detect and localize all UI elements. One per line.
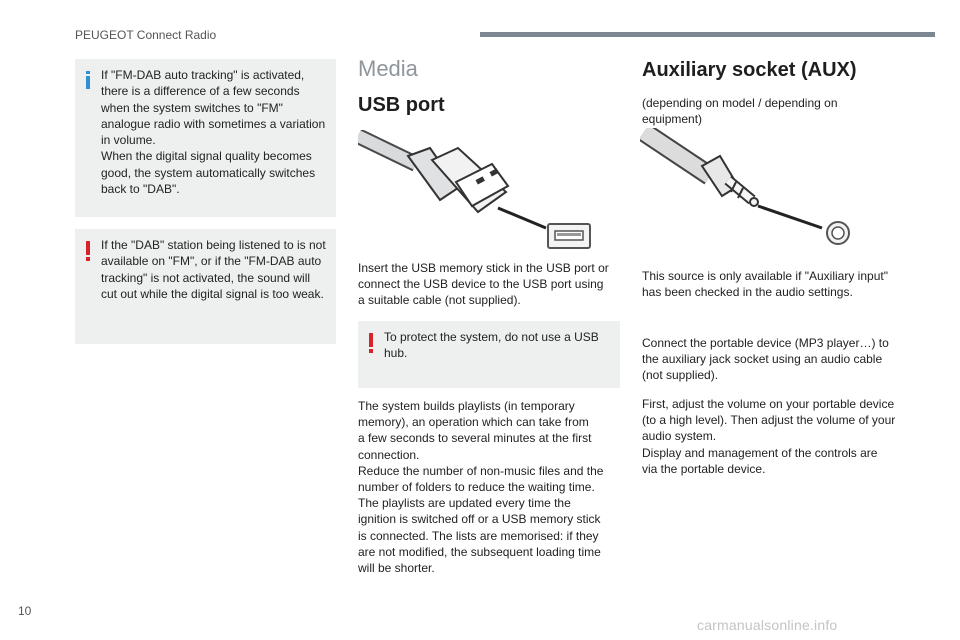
aux-text-2: Connect the portable device (MP3 player…) to the auxiliary jack socket using an audio cable (not supplied). xyxy=(642,336,889,383)
watermark: carmanualsonline.info xyxy=(697,617,838,633)
aux-illustration xyxy=(640,128,860,248)
warning-box xyxy=(75,229,336,344)
usb-port-icon xyxy=(548,224,590,248)
header-title: PEUGEOT Connect Radio xyxy=(75,28,217,42)
aux-note: (depending on model / depending on equipment) xyxy=(642,96,838,127)
info-box xyxy=(75,59,336,217)
header-bar xyxy=(480,32,935,37)
usb-warning-text: To protect the system, do not use a USB hub. xyxy=(384,330,599,361)
aux-text-3: First, adjust the volume on your portable device (to a high level). Then adjust the volume of your audio system. Display and management of the controls are via the portable device. xyxy=(642,397,896,476)
aux-socket-icon xyxy=(827,222,849,244)
usb-heading: USB port xyxy=(358,94,445,116)
warning-icon xyxy=(368,333,374,357)
info-box-text: If "FM-DAB auto tracking" is activated, there is a difference of a few seconds when the system switches to "FM" analogue radio with sometimes a variation in volume. When the digital signal quality becomes good, the system automatically switches back to "DAB". xyxy=(101,68,326,197)
media-heading: Media xyxy=(358,56,418,81)
aux-text-1: This source is only available if "Auxiliary input" has been checked in the audio settings. xyxy=(642,269,888,300)
jack-plug-icon xyxy=(644,132,758,206)
usb-text: Insert the USB memory stick in the USB port or connect the USB device to the USB port using a suitable cable (not supplied). xyxy=(358,261,609,308)
aux-heading: Auxiliary socket (AUX) xyxy=(642,59,857,81)
usb-plug-icon xyxy=(358,136,508,212)
page-number: 10 xyxy=(18,604,32,618)
warning-box-text: If the "DAB" station being listened to is not available on "FM", or if the "FM-DAB auto tracking" is not activated, the sound will cut out while the digital signal is too weak. xyxy=(101,238,326,301)
usb-illustration xyxy=(358,130,608,255)
warning-icon xyxy=(85,241,91,265)
info-icon xyxy=(85,71,91,93)
usb-warning-box xyxy=(358,321,620,388)
playlist-text: The system builds playlists (in temporary memory), an operation which can take from a few seconds to several minutes at the first connection. Reduce the number of non-music files and the number of folders to reduce the waiting time. The playlists are updated every time the ignition is switched off or a USB memory stick is connected. The lists are memorised: if they are not modified, the subsequent loading time will be shorter. xyxy=(358,399,604,576)
